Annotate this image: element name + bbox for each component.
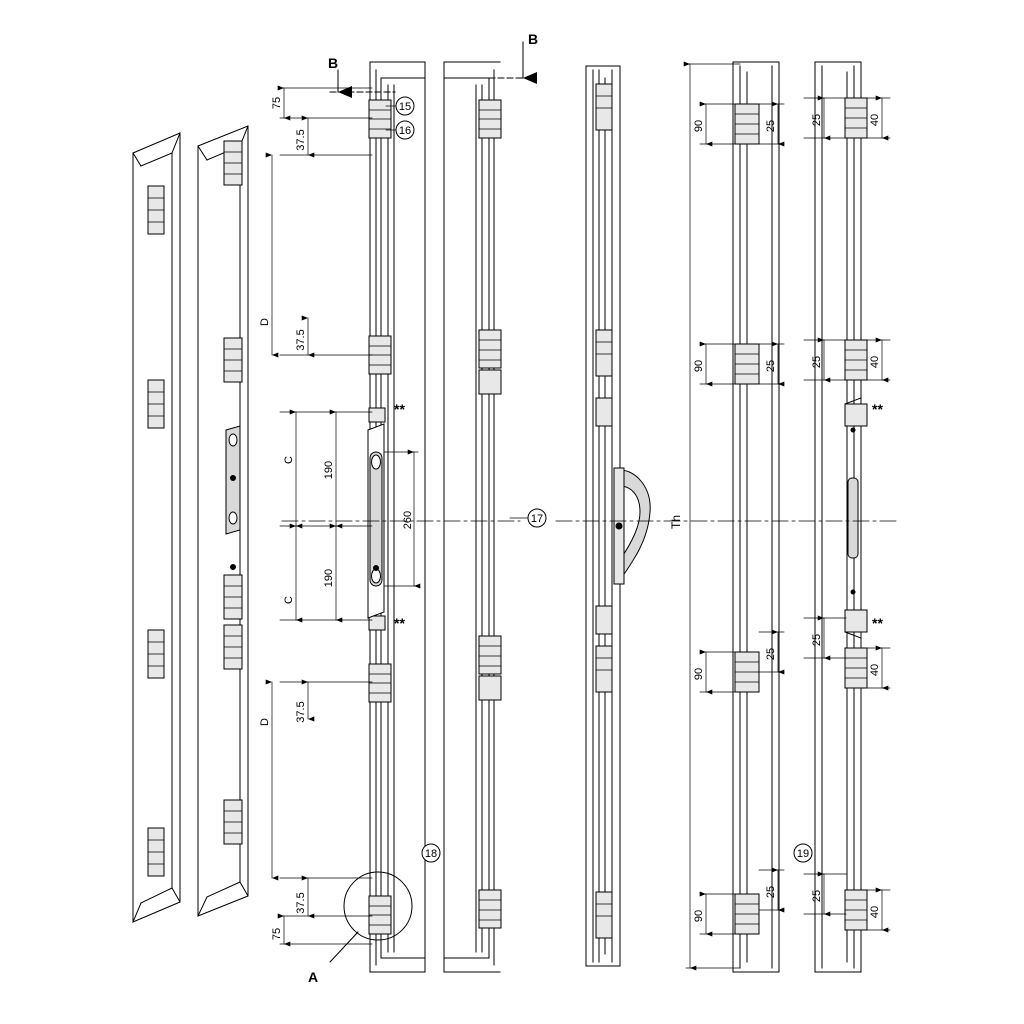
dim-left-375-b: 37.5: [295, 329, 307, 351]
view-right-elevation-1: [733, 62, 779, 972]
dim-rv2-25-3: 25: [811, 633, 823, 647]
section-mark-b-left: [330, 70, 395, 92]
dim-260: 260: [402, 510, 414, 530]
dim-rv1-90-1: 90: [693, 119, 705, 133]
balloon-18: 18: [424, 848, 438, 860]
dim-left-375-a: 37.5: [295, 129, 307, 151]
dim-rv2-40-2: 40: [869, 355, 881, 369]
dim-rv1-25-4: 25: [765, 885, 777, 899]
dim-left-d-bottom: D: [259, 718, 271, 726]
balloon-15: 15: [398, 101, 412, 113]
dim-rv2-40-4: 40: [869, 905, 881, 919]
dim-rv1-90-4: 90: [693, 909, 705, 923]
note-asterisk-4: **: [872, 615, 883, 631]
dim-rv2-40-3: 40: [869, 663, 881, 677]
dimension-lines-left: [272, 88, 418, 944]
dimension-texts: [259, 31, 883, 985]
dim-rv1-25-1: 25: [765, 119, 777, 133]
dim-rv1-90-2: 90: [693, 359, 705, 373]
view-right-elevation-2: [815, 62, 867, 972]
view-exploded-leaf-left: [133, 126, 248, 922]
dim-left-c-top: C: [283, 456, 295, 464]
dim-left-d-top: D: [259, 318, 271, 326]
note-asterisk-2: **: [394, 615, 405, 631]
dim-left-c-bottom: C: [283, 596, 295, 604]
view-front-elevation: [330, 62, 501, 972]
dim-left-375-c: 37.5: [295, 701, 307, 723]
balloon-19: 19: [796, 848, 810, 860]
dim-rv2-25-4: 25: [811, 889, 823, 903]
dim-190-top: 190: [323, 460, 335, 480]
dim-overall-th: Th: [669, 514, 683, 530]
dim-rv1-25-2: 25: [765, 359, 777, 373]
dim-rv2-25-2: 25: [811, 355, 823, 369]
section-label-b-left: B: [328, 55, 339, 71]
dim-rv2-40-1: 40: [869, 113, 881, 127]
dim-rv1-25-3: 25: [765, 647, 777, 661]
dim-rv1-90-3: 90: [693, 667, 705, 681]
dim-left-75-bottom: 75: [271, 927, 283, 941]
balloon-17: 17: [530, 513, 544, 525]
note-asterisk-3: **: [872, 401, 883, 417]
dim-left-375-d: 37.5: [295, 892, 307, 914]
section-label-b-right: B: [528, 31, 539, 47]
view-side-edge: [586, 66, 650, 966]
dimension-overall-th: [686, 64, 740, 968]
dim-left-75-top: 75: [271, 96, 283, 110]
section-label-a: A: [308, 969, 319, 985]
balloon-16: 16: [398, 125, 412, 137]
note-asterisk-1: **: [394, 401, 405, 417]
section-mark-b-right: [444, 42, 523, 78]
dim-190-bottom: 190: [323, 568, 335, 588]
dim-rv2-25-1: 25: [811, 113, 823, 127]
